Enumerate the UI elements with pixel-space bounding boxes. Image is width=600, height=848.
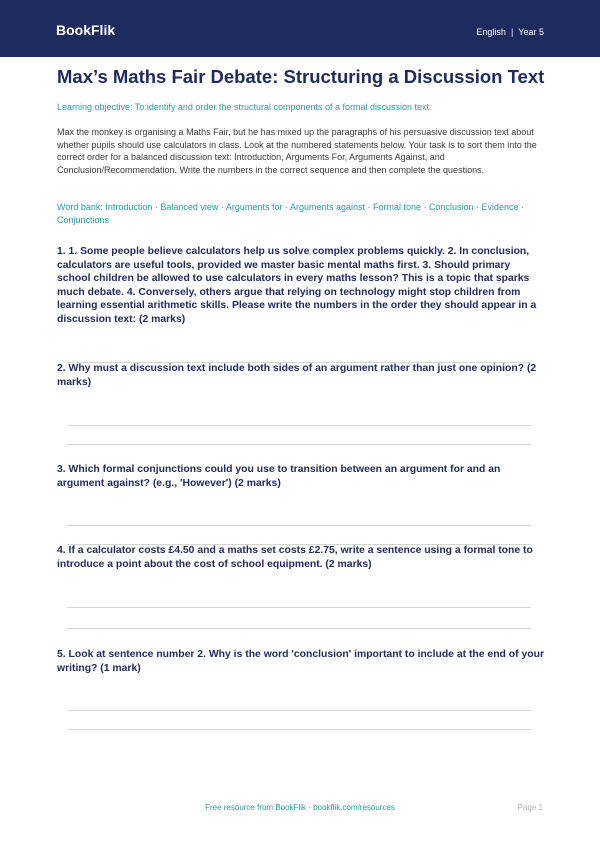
answer-line[interactable]: [67, 525, 531, 526]
answer-line[interactable]: [67, 729, 531, 730]
page-number: Page 1: [517, 803, 543, 812]
word-bank: Word bank: Introduction · Balanced view · Arguments for · Arguments against · Formal tone · Conclusion · Evidence · Conjunctions: [57, 202, 525, 225]
worksheet-title: Max’s Maths Fair Debate: Structuring a Discussion Text: [57, 66, 545, 87]
answer-line[interactable]: [67, 710, 531, 711]
question-1: 1. 1. Some people believe calculators help us solve complex problems quickly. 2. In conclusion, calculators are useful tools, provided we master basic mental maths first. 3. Should primary school children be allowed to use calculators in every maths lesson? This is a topic that sparks much debate. 4. Conversely, others argue that relying on technology might stop children from learning essential arithmetic skills. Please write the numbers in the order they should appear in a discussion text: (2 marks): [57, 246, 537, 325]
year-label: Year 5: [518, 27, 544, 37]
question-3: 3. Which formal conjunctions could you use to transition between an argument for and an argument against? (e.g., 'However') (2 marks): [57, 464, 501, 489]
question-5: 5. Look at sentence number 2. Why is the word 'conclusion' important to include at the end of your writing? (1 mark): [57, 649, 545, 674]
question-2: 2. Why must a discussion text include both sides of an argument rather than just one opinion? (2 marks): [57, 363, 537, 388]
header-meta: [476, 27, 544, 38]
header-separator: |: [510, 27, 514, 37]
learning-objective: Learning objective: To identify and order the structural components of a formal discussion text.: [57, 102, 432, 112]
language-label: English: [476, 27, 506, 37]
answer-line[interactable]: [67, 607, 531, 608]
answer-line[interactable]: [67, 444, 531, 445]
page-header: [0, 0, 600, 57]
answer-line[interactable]: [67, 425, 531, 426]
brand-logo[interactable]: BookFlik: [56, 22, 116, 38]
question-4: 4. If a calculator costs £4.50 and a maths set costs £2.75, write a sentence using a formal tone to introduce a point about the cost of school equipment. (2 marks): [57, 545, 533, 570]
intro-paragraph: Max the monkey is organising a Maths Fair, but he has mixed up the paragraphs of his persuasive discussion text about whether pupils should use calculators in class. Look at the numbered statements below. Your task is to sort them into the correct order for a balanced discussion text: Introduction, Arguments For, Arguments Against, and Conclusion/Recommendation. Write the numbers in the correct sequence and then complete the questions.: [57, 127, 537, 175]
answer-line[interactable]: [67, 628, 531, 629]
footer-text[interactable]: Free resource from BookFlik · bookflik.com/resources: [205, 803, 395, 812]
